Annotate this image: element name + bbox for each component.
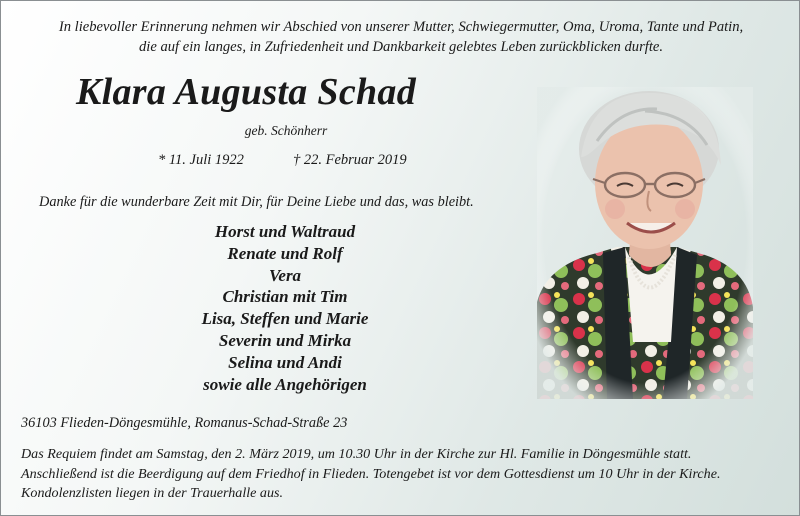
mourner-entry: Christian mit Tim [222,287,348,307]
mourner-entry: sowie alle Angehörigen [203,374,367,394]
mourners-list [151,221,419,395]
mourner-entry: Selina und Andi [228,352,342,372]
portrait-photo [537,87,753,399]
death-date: † 22. Februar 2019 [293,152,407,168]
deceased-name: Klara Augusta Schad [75,71,417,113]
mourner-entry: Renate und Rolf [227,243,343,263]
intro-text [11,17,791,57]
family-address: 36103 Flieden-Döngesmühle, Romanus-Schad-Straße 23 [21,415,348,431]
intro-line: In liebevoller Erinnerung nehmen wir Abschied von unserer Mutter, Schwiegermutter, Oma, Uroma, Tante und Patin, [58,19,744,35]
mourner-entry: Horst und Waltraud [214,222,356,241]
requiem-line: Anschließend ist die Beerdigung auf dem Friedhof in Flieden. Totengebet ist vor dem Gottesdienst um 10 Uhr in der Kirche. [21,465,721,482]
mourner-entry: Vera [268,265,302,285]
thanks-line: Danke für die wunderbare Zeit mit Dir, für Deine Liebe und das, was bleibt. [39,194,474,210]
mourner-entry: Lisa, Steffen und Marie [201,309,369,329]
requiem-line: Das Requiem findet am Samstag, den 2. März 2019, um 10.30 Uhr in der Kirche zur Hl. Familie in Döngesmühle statt. [21,446,692,462]
birth-date: * 11. Juli 1922 [158,152,244,168]
mourner-entry: Severin und Mirka [218,330,352,350]
intro-line: die auf ein langes, in Zufriedenheit und Dankbarkeit gelebtes Leben zurückblicken durfte. [138,39,664,55]
birth-name: geb. Schönherr [244,123,328,138]
requiem-info [21,445,791,504]
requiem-line: Kondolenzlisten liegen in der Trauerhalle aus. [21,485,284,501]
